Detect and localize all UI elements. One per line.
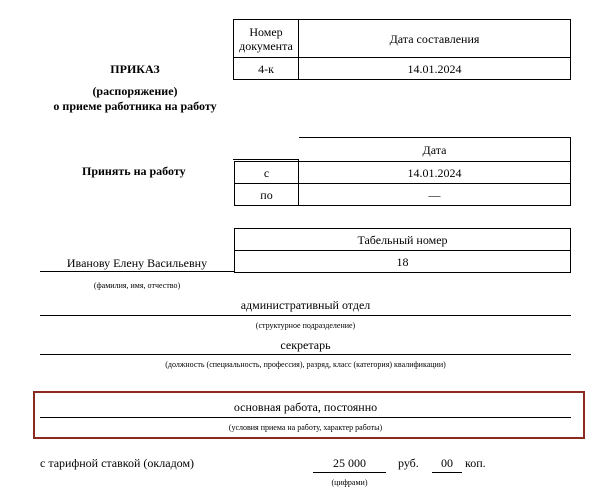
order-title: ПРИКАЗ — [110, 62, 160, 76]
employee-name-underline — [40, 271, 234, 272]
order-subtitle: (распоряжение) — [92, 84, 178, 98]
document-header-table — [233, 19, 571, 80]
department-underline — [40, 315, 571, 316]
position-caption: (должность (специальность, профессия), разряд, класс (категория) квалификации) — [165, 360, 446, 369]
conditions-value: основная работа, постоянно — [233, 400, 378, 414]
hire-from-label: с — [235, 162, 299, 184]
salary-kop-value: 00 — [441, 456, 453, 470]
conditions-underline — [40, 417, 571, 418]
doc-date-value: 14.01.2024 — [299, 58, 571, 80]
department-caption: (структурное подразделение) — [255, 321, 356, 330]
salary-rub-value: 25 000 — [333, 456, 366, 470]
employee-name: Иванову Елену Васильевну — [66, 256, 208, 270]
tab-number-table — [234, 228, 571, 273]
salary-kop-underline — [432, 472, 462, 473]
salary-rub-label: руб. — [398, 456, 419, 470]
salary-caption: (цифрами) — [331, 478, 368, 487]
conditions-caption: (условия приема на работу, характер работы) — [228, 423, 383, 432]
employee-name-caption: (фамилия, имя, отчество) — [93, 281, 181, 290]
position-value: секретарь — [280, 338, 331, 352]
salary-rub-underline — [313, 472, 386, 473]
hire-label: Принять на работу — [82, 164, 186, 178]
hire-from-value: 14.01.2024 — [299, 162, 571, 184]
hire-date-header: Дата — [299, 138, 571, 162]
salary-kop-label: коп. — [465, 456, 486, 470]
hire-to-label: по — [235, 184, 299, 206]
doc-number-value: 4-к — [234, 58, 299, 80]
hire-to-value: — — [299, 184, 571, 206]
doc-date-header: Дата составления — [299, 20, 571, 58]
tab-number-header: Табельный номер — [235, 229, 571, 251]
order-subject: о приеме работника на работу — [53, 99, 217, 113]
position-underline — [40, 354, 571, 355]
doc-number-header: Номер документа — [234, 20, 299, 58]
tab-number-value: 18 — [235, 251, 571, 273]
department-value: административный отдел — [240, 298, 371, 312]
salary-label: с тарифной ставкой (окладом) — [40, 456, 195, 470]
